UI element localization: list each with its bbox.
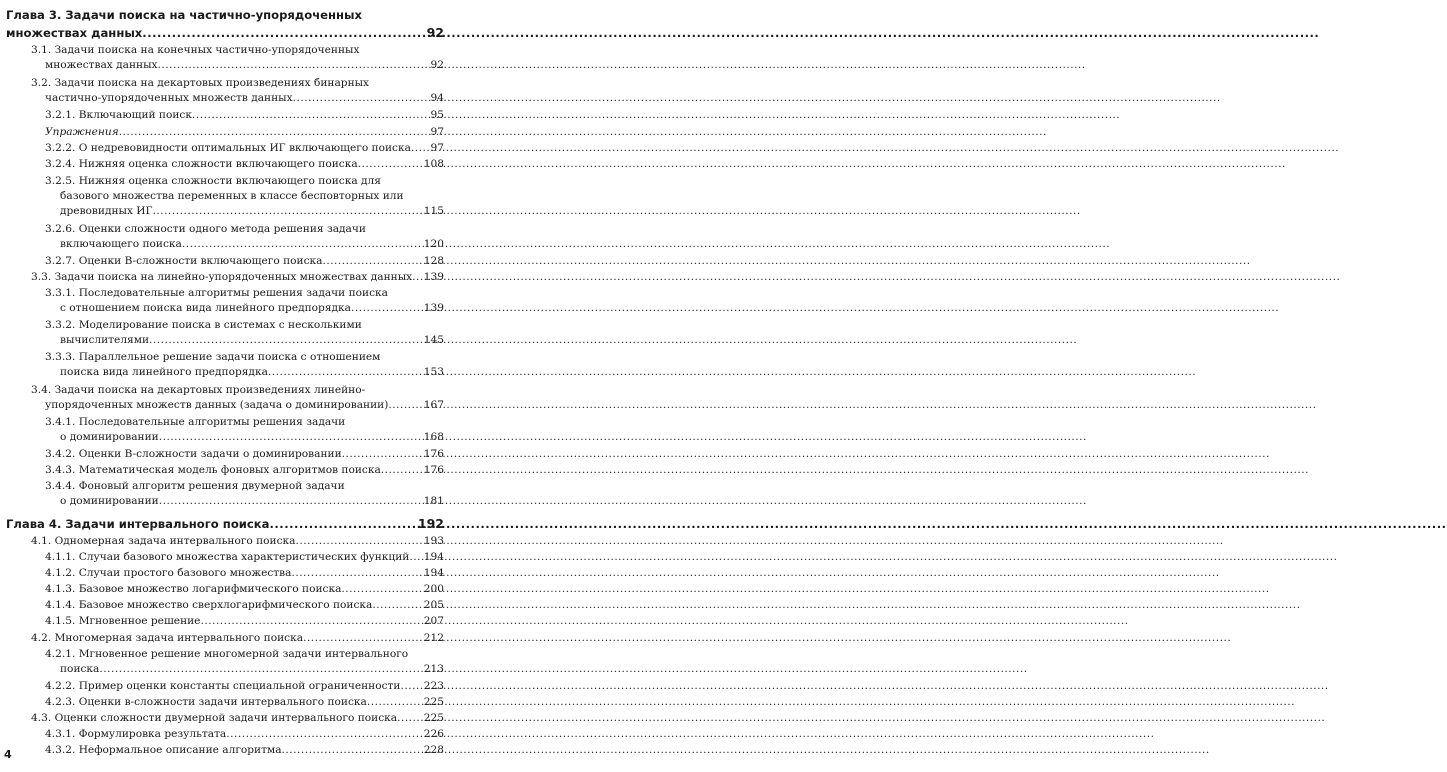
toc-entry-text: 3.3.2. Моделирование поиска в системах с несколькими xyxy=(45,319,362,331)
dot-leader xyxy=(192,108,430,123)
toc-entry-text: с отношением поиска вида линейного предпорядка xyxy=(60,302,351,314)
dot-leader xyxy=(341,582,422,597)
page-ref: 228 xyxy=(423,744,444,756)
toc-entry-text: 3.2.4. Нижняя оценка сложности включающего поиска xyxy=(45,158,358,170)
toc-entry-text: древовидных ИГ xyxy=(60,205,153,217)
dot-leader xyxy=(291,566,422,581)
page-ref: 92 xyxy=(426,25,444,40)
toc-entry-3-2-1[interactable] xyxy=(45,108,444,123)
toc-entry-3-2-7[interactable] xyxy=(45,254,444,269)
toc-entry-text: 4.3.2. Неформальное описание алгоритма xyxy=(45,744,282,756)
dot-leader xyxy=(153,204,423,219)
page-ref: 168 xyxy=(423,431,444,443)
page-ref: 200 xyxy=(423,583,444,595)
toc-entry-4-1-5[interactable] xyxy=(45,614,444,629)
toc-entry-text: частично-упорядоченных множеств данных xyxy=(45,92,293,104)
toc-entry-text: 3.2.7. Оценки B-сложности включающего поиска xyxy=(45,255,323,267)
page-ref: 145 xyxy=(423,334,444,346)
dot-leader xyxy=(282,743,423,758)
chapter-4-entry[interactable] xyxy=(6,516,444,532)
toc-entry-3-4-1[interactable] xyxy=(60,430,444,445)
page-ref: 97 xyxy=(430,126,444,138)
page-ref: 94 xyxy=(430,92,444,104)
toc-entry-text: поиска вида линейного предпорядка xyxy=(60,366,268,378)
toc-entry-4-1-2[interactable] xyxy=(45,566,444,581)
toc-entry-3-2-6[interactable] xyxy=(60,237,444,252)
page-ref: 205 xyxy=(423,599,444,611)
toc-entry-4-2-3[interactable] xyxy=(45,695,444,710)
toc-entry-3-1[interactable] xyxy=(45,58,444,73)
toc-entry-3-2-4[interactable] xyxy=(45,157,444,172)
dot-leader xyxy=(381,463,423,478)
dot-leader xyxy=(412,270,423,285)
toc-entry-text: 3.2. Задачи поиска на декартовых произведениях бинарных xyxy=(31,77,370,89)
toc-entry-text: 4.2.1. Мгновенное решение многомерной задачи интервального xyxy=(45,648,409,660)
dot-leader xyxy=(182,237,423,252)
page-number: 4 xyxy=(4,748,12,761)
dot-leader xyxy=(269,517,416,532)
page-ref: 213 xyxy=(423,663,444,675)
toc-entry-4-2[interactable] xyxy=(31,631,444,646)
dot-leader xyxy=(159,430,423,445)
toc-entry-text: 4.3. Оценки сложности двумерной задачи интервального поиска xyxy=(31,712,398,724)
toc-entry-exercises[interactable] xyxy=(45,125,444,140)
toc-entry-text: поиска xyxy=(60,663,100,675)
toc-entry-3-3[interactable] xyxy=(31,270,444,285)
toc-entry-text: 3.4.4. Фоновый алгоритм решения двумерной задачи xyxy=(45,480,345,492)
chapter-3-title: Глава 3. Задачи поиска на частично-упорядоченных xyxy=(6,8,362,22)
toc-entry-3-4-3[interactable] xyxy=(45,463,444,478)
toc-entry-text: 4.2.2. Пример оценки константы специальной ограниченности xyxy=(45,680,401,692)
dot-leader xyxy=(322,254,422,269)
dot-leader xyxy=(358,157,423,172)
toc-entry-text: о доминировании xyxy=(60,431,159,443)
toc-entry-text: вычислителями xyxy=(60,334,150,346)
page-ref: 139 xyxy=(423,302,444,314)
page-ref: 167 xyxy=(423,399,444,411)
toc-entry-text: 3.3.3. Параллельное решение задачи поиска с отношением xyxy=(45,351,381,363)
toc-entry-3-2[interactable] xyxy=(45,91,444,106)
dot-leader xyxy=(303,631,423,646)
dot-leader xyxy=(372,598,422,613)
page-ref: 92 xyxy=(430,59,444,71)
toc-entry-3-4-2[interactable] xyxy=(45,447,444,462)
toc-entry-4-3[interactable] xyxy=(31,711,444,726)
page-ref: 115 xyxy=(423,205,444,217)
page-ref: 139 xyxy=(423,271,444,283)
dot-leader xyxy=(351,301,423,316)
toc-entry-text: 4.3.1. Формулировка результата xyxy=(45,728,227,740)
dot-leader xyxy=(268,365,423,380)
toc-entry-text: 3.2.6. Оценки сложности одного метода решения задачи xyxy=(45,223,366,235)
dot-leader xyxy=(367,695,423,710)
dot-leader xyxy=(411,141,430,156)
toc-entry-text: множествах данных xyxy=(45,59,158,71)
chapter-4-title: Глава 4. Задачи интервального поиска xyxy=(6,517,270,531)
toc-entry-text: 3.4. Задачи поиска на декартовых произведениях линейно- xyxy=(31,384,366,396)
toc-entry-4-1[interactable] xyxy=(31,534,444,549)
chapter-3-entry[interactable] xyxy=(6,25,444,41)
dot-leader xyxy=(342,447,423,462)
toc-entry-3-2-2[interactable] xyxy=(45,141,444,156)
page-ref: 192 xyxy=(417,516,444,531)
toc-entry-4-3-1[interactable] xyxy=(45,727,444,742)
toc-entry-text: множествах данных xyxy=(6,26,143,40)
dot-leader xyxy=(149,333,423,348)
page-ref: 225 xyxy=(423,712,444,724)
toc-entry-text: о доминировании xyxy=(60,495,159,507)
dot-leader xyxy=(226,727,423,742)
toc-entry-3-4-4[interactable] xyxy=(60,494,444,509)
toc-entry-text: 4.2. Многомерная задача интервального поиска xyxy=(31,632,304,644)
dot-leader xyxy=(200,614,422,629)
toc-entry-text: 4.1.4. Базовое множество сверхлогарифмического поиска xyxy=(45,599,373,611)
toc-entry-text: 3.4.3. Математическая модель фоновых алгоритмов поиска xyxy=(45,464,381,476)
page-ref: 194 xyxy=(423,551,444,563)
toc-entry-text: 3.2.2. О недревовидности оптимальных ИГ включающего поиска xyxy=(45,142,411,154)
toc-entry-4-1-1[interactable] xyxy=(45,550,444,565)
page-ref: 176 xyxy=(423,464,444,476)
page-ref: 153 xyxy=(423,366,444,378)
page-ref: 97 xyxy=(430,142,444,154)
toc-entry-3-3-1[interactable] xyxy=(60,301,444,316)
dot-leader xyxy=(293,91,430,106)
page-ref: 181 xyxy=(423,495,444,507)
toc-entry-text: 3.4.2. Оценки B-сложности задачи о доминировании xyxy=(45,448,342,460)
toc-entry-4-1-4[interactable] xyxy=(45,598,444,613)
toc-entry-text: 3.2.1. Включающий поиск xyxy=(45,109,192,121)
toc-entry-4-1-3[interactable] xyxy=(45,582,444,597)
dot-leader xyxy=(409,550,422,565)
dot-leader xyxy=(295,534,422,549)
toc-entry-3-3-3[interactable] xyxy=(60,365,444,380)
dot-leader xyxy=(388,398,422,413)
page-ref: 226 xyxy=(423,728,444,740)
toc-entry-text: включающего поиска xyxy=(60,238,182,250)
dot-leader xyxy=(159,494,423,509)
toc-entry-4-3-2[interactable] xyxy=(45,743,444,758)
toc-entry-text: 3.2.5. Нижняя оценка сложности включающего поиска для xyxy=(45,175,381,187)
dot-leader xyxy=(99,662,422,677)
page-ref: 194 xyxy=(423,567,444,579)
page-ref: 95 xyxy=(430,109,444,121)
dot-leader xyxy=(400,679,422,694)
toc-entry-text: 4.1.1. Случаи базового множества характеристических функций xyxy=(45,551,410,563)
toc-entry-text: 4.1.5. Мгновенное решение xyxy=(45,615,201,627)
toc-entry-text: упорядоченных множеств данных (задача о доминировании) xyxy=(45,399,389,411)
toc-entry-text: 3.4.1. Последовательные алгоритмы решения задачи xyxy=(45,416,346,428)
page-ref: 223 xyxy=(423,680,444,692)
toc-entry-text: 4.1.2. Случаи простого базового множества xyxy=(45,567,292,579)
page-ref: 207 xyxy=(423,615,444,627)
toc-entry-3-4[interactable] xyxy=(45,398,444,413)
page-ref: 193 xyxy=(423,535,444,547)
dot-leader xyxy=(397,711,423,726)
toc-entry-3-3-2[interactable] xyxy=(60,333,444,348)
page-ref: 128 xyxy=(423,255,444,267)
page-ref: 225 xyxy=(423,696,444,708)
toc-entry-text: 4.1.3. Базовое множество логарифмического поиска xyxy=(45,583,342,595)
toc-entry-text: Упражнения xyxy=(45,126,119,138)
dot-leader xyxy=(142,26,425,41)
toc-entry-3-2-5[interactable] xyxy=(60,204,444,219)
page-ref: 212 xyxy=(423,632,444,644)
toc-entry-text: 3.1. Задачи поиска на конечных частично-упорядоченных xyxy=(31,44,360,56)
dot-leader xyxy=(119,125,430,140)
page-ref: 120 xyxy=(423,238,444,250)
toc-entry-text: 3.3.1. Последовательные алгоритмы решения задачи поиска xyxy=(45,287,388,299)
toc-entry-text: 4.2.3. Оценки в-сложности задачи интервального поиска xyxy=(45,696,367,708)
toc-entry-4-2-1[interactable] xyxy=(60,662,444,677)
toc-entry-text: 3.3. Задачи поиска на линейно-упорядоченных множествах данных xyxy=(31,271,413,283)
page-ref: 176 xyxy=(423,448,444,460)
toc-entry-4-2-2[interactable] xyxy=(45,679,444,694)
toc-entry-text: 4.1. Одномерная задача интервального поиска xyxy=(31,535,296,547)
toc-entry-text: базового множества переменных в классе бесповторных или xyxy=(60,190,404,202)
dot-leader xyxy=(157,58,429,73)
page-ref: 108 xyxy=(423,158,444,170)
